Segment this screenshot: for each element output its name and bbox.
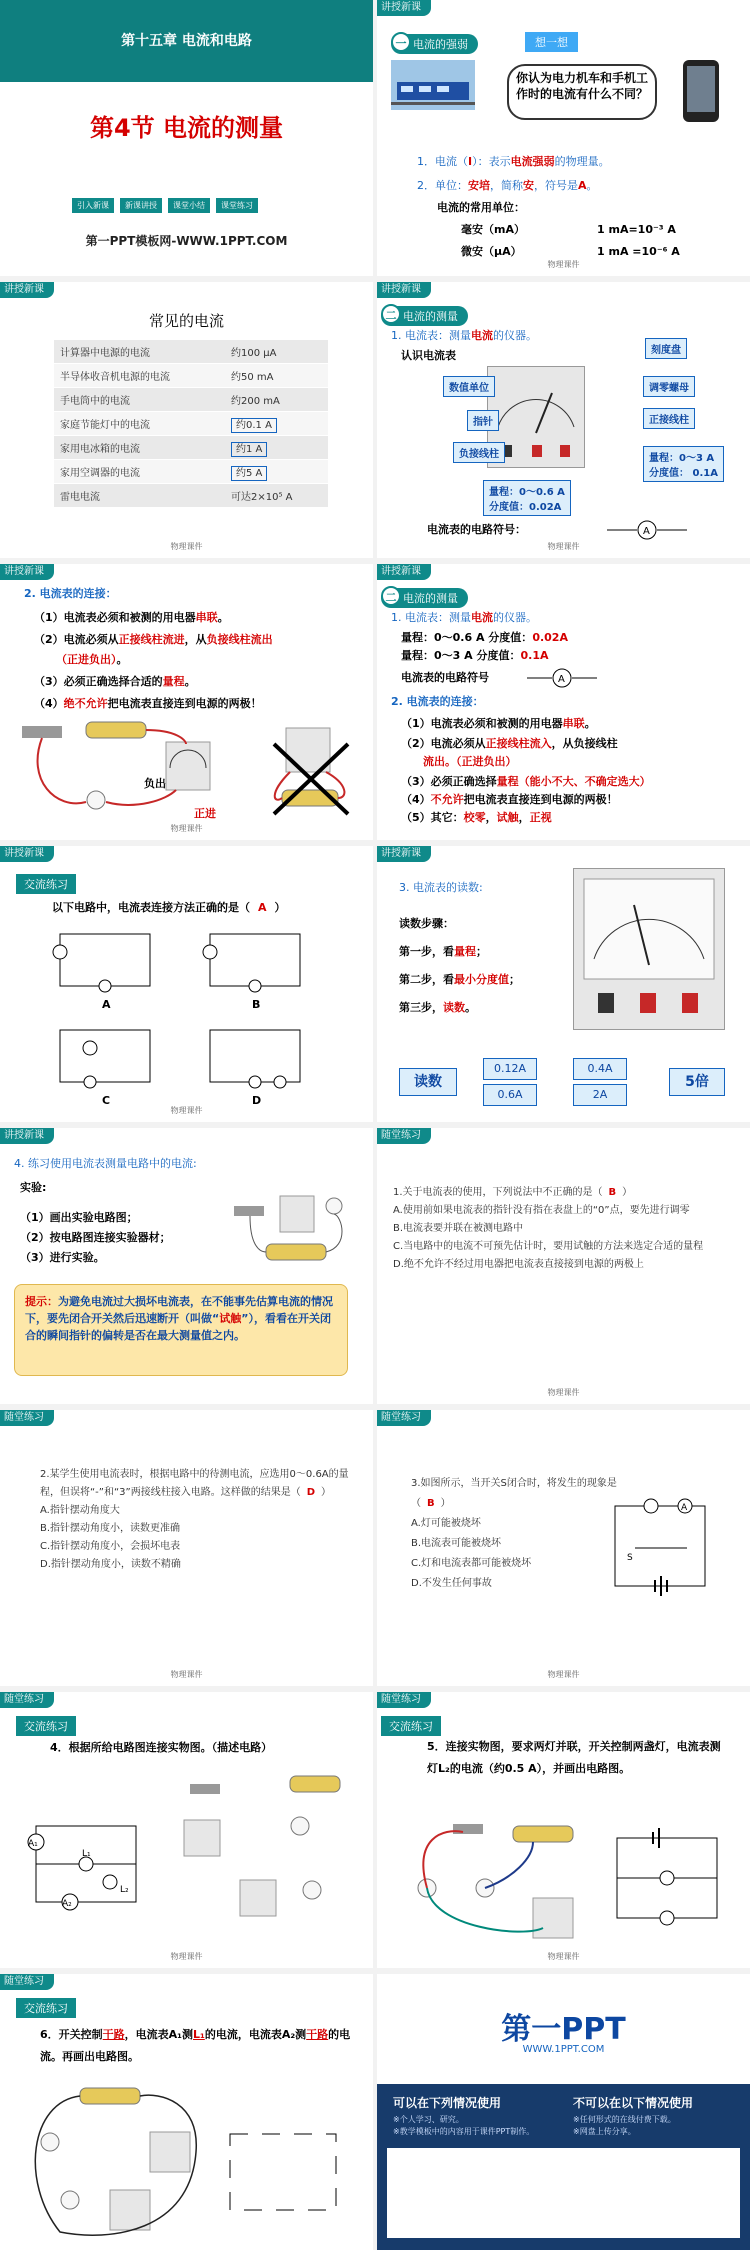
practice-label: 交流练习 [16, 1998, 76, 2018]
def-current: 1．电流（I）：表示电流强弱的物理量。 [417, 155, 610, 168]
exp-step-3: （3）进行实验。 [20, 1251, 105, 1264]
range-3: 量程：0～3 A 分度值：0.1A [401, 649, 549, 662]
table-row: 半导体收音机电源的电流 约50 mA [54, 364, 328, 388]
rule-2b: 流出。（正进负出） [423, 755, 517, 768]
practice-label: 交流练习 [16, 1716, 76, 1736]
table-title: 常见的电流 [148, 312, 224, 330]
a2-label: A₂ [62, 1899, 72, 1909]
option-b-label: B [252, 998, 261, 1011]
a1-label: A₁ [28, 1839, 38, 1849]
can-use-list: ※个人学习、研究。 ※教学模板中的内容用于课件PPT制作。 [393, 2115, 535, 2136]
think-label: 想一想 [525, 32, 578, 52]
brand-logo: 第一PPT [501, 2012, 626, 2047]
callout-zero: 调零螺母 [643, 376, 695, 397]
wrong-connection-diagram [268, 724, 358, 820]
exercise-3 [411, 1474, 631, 1594]
exercise-2 [40, 1466, 350, 1574]
exercise-4-apparatus [180, 1770, 350, 1940]
def-unit: 2．单位：安培，简称安，符号是A。 [417, 179, 598, 192]
exp-step-2: （2）按电路图连接实验器材； [20, 1231, 171, 1244]
read-button[interactable]: 读数 [399, 1068, 457, 1096]
callout-pos: 正接线柱 [643, 408, 695, 429]
rule-2: （2）电流必须从正接线柱流入，从负接线柱 [401, 737, 618, 750]
license-panel [377, 2084, 750, 2250]
exercise-6-question: 6．开关控制干路，电流表A₁测L₁的电流，电流表A₂测干路的电流。再画出电路图。 [40, 2028, 351, 2063]
section-tag: 讲授新课 [0, 564, 54, 580]
slide-exercise-6 [0, 1974, 373, 2250]
rule-4: （4）不允许把电流表直接连到电源的两极！ [401, 793, 618, 806]
nav-summary[interactable]: 课堂小结 [168, 198, 210, 213]
slide-title [0, 0, 373, 276]
unit-ua-value: 1 mA =10⁻⁶ A [597, 245, 680, 258]
slide-reading [377, 846, 750, 1122]
svg-text:A: A [558, 674, 565, 685]
slide-exercise-2 [0, 1410, 373, 1686]
slide-exercise-4 [0, 1692, 373, 1968]
train-image [391, 60, 475, 110]
option-c: C.指针摆动角度小，会损坏电表 [40, 1541, 181, 1552]
section-tag: 讲授新课 [377, 0, 431, 16]
footer: 物理课件 [170, 824, 203, 833]
rule-3: （3）必须正确选择合适的量程。 [34, 675, 196, 688]
rule-2: （2）电流必须从正接线柱流进，从负接线柱流出 [34, 633, 273, 646]
rule-4: （4）绝不允许把电流表直接连到电源的两极！ [34, 697, 262, 710]
section-tag: 随堂练习 [377, 1128, 431, 1144]
nav-practice[interactable]: 课堂练习 [216, 198, 258, 213]
pos-in-label: 正进 [194, 807, 216, 820]
l2-label: L₂ [120, 1885, 129, 1895]
slide-current-strength [377, 0, 750, 276]
section-tag: 讲授新课 [377, 282, 431, 298]
slide-connection [0, 564, 373, 840]
footer: 物理课件 [170, 1670, 203, 1679]
section-tag: 讲授新课 [0, 846, 54, 862]
slide-experiment [0, 1128, 373, 1404]
table-row: 计算器中电源的电流 约100 μA [54, 340, 328, 364]
reading-steps: 读数步骤： [399, 917, 454, 930]
option-d: D.指针摆动角度小，读数不精确 [40, 1559, 181, 1570]
step-1: 第一步，看量程； [399, 945, 487, 958]
experiment-apparatus [230, 1176, 360, 1266]
common-units: 电流的常用单位： [437, 201, 525, 214]
lesson-title: 第4节 电流的测量 [89, 114, 284, 142]
question: 3.如图所示，当开关S闭合时，将发生的现象是（ B ） [411, 1478, 617, 1509]
cannot-use-title: 不可以在以下情况使用 [573, 2096, 694, 2110]
rule-3: （3）必须正确选择量程（能小不大、不确定选大） [401, 775, 651, 788]
slide-exercise-1 [377, 1128, 750, 1404]
switch-label: S [627, 1553, 633, 1563]
exercise-5-circuit [603, 1828, 733, 1938]
exercise-6-circuit-blank [220, 2124, 350, 2224]
connection-title: 2. 电流表的连接： [24, 587, 117, 600]
ammeter-label: A [681, 1503, 688, 1513]
slide-license [377, 1974, 750, 2250]
nav-lesson[interactable]: 新课讲授 [120, 198, 162, 213]
callout-pointer: 指针 [467, 410, 499, 431]
callout-scale: 刻度盘 [645, 338, 687, 359]
option-d: D.不发生任何事故 [411, 1578, 492, 1589]
callout-neg: 负接线柱 [453, 442, 505, 463]
question-bubble: 你认为电力机车和手机工作时的电流有什么不同？ [507, 64, 657, 120]
exercise-6-wiring [20, 2082, 210, 2242]
experiment-label: 实验: [20, 1181, 47, 1194]
footer: 物理课件 [170, 1106, 203, 1115]
ammeter-symbol [527, 668, 597, 688]
exercise-1 [393, 1184, 733, 1274]
footer: 物理课件 [547, 1670, 580, 1679]
exercise-5-question: 5．连接实物图，要求两灯并联，开关控制两盏灯，电流表测灯L₂的电流（约0.5 A），并画出电路图。 [427, 1740, 721, 1775]
exercise-5-wiring [403, 1818, 593, 1948]
badge-number: 一 [391, 32, 411, 52]
callout-unit: 数值单位 [443, 376, 495, 397]
connection-title: 2. 电流表的连接： [391, 695, 484, 708]
experiment-title: 4. 练习使用电流表测量电路中的电流: [14, 1157, 197, 1170]
topic-badge [391, 34, 478, 54]
section-tag: 随堂练习 [0, 1692, 54, 1708]
option-d: D.绝不允许不经过用电器把电流表直接接到电源的两极上 [393, 1259, 644, 1270]
quiz-question: 以下电路中，电流表连接方法正确的是（ A ） [52, 901, 286, 914]
ratio-label: 5倍 [669, 1068, 725, 1096]
ammeter-def: 1. 电流表：测量电流的仪器。 [391, 611, 537, 624]
slide-ammeter-parts [377, 282, 750, 558]
footer: 物理课件 [547, 1388, 580, 1397]
section-tag: 讲授新课 [377, 564, 431, 580]
connection-diagram [16, 720, 226, 820]
nav-intro[interactable]: 引入新课 [72, 198, 114, 213]
range-06: 量程：0～0.6 A 分度值：0.02A [401, 631, 568, 644]
topic-badge: 二 电流的测量 [381, 306, 468, 326]
exp-step-1: （1）画出实验电路图； [20, 1211, 138, 1224]
unit-ma-value: 1 mA=10⁻³ A [597, 223, 676, 236]
option-d-label: D [252, 1094, 262, 1107]
topic-badge: 二 电流的测量 [381, 588, 468, 608]
option-a: A.指针摆动角度大 [40, 1505, 120, 1516]
option-b: B.电流表可能被烧坏 [411, 1538, 502, 1549]
option-a: A.使用前如果电流表的指针没有指在表盘上的“0”点，要先进行调零 [393, 1205, 690, 1216]
circuit-options [50, 928, 330, 1107]
rule-2b: （正进负出）。 [56, 653, 128, 666]
section-tag: 讲授新课 [0, 282, 54, 298]
tip-box: 提示：为避免电流过大损坏电流表，在不能事先估算电流的情况下，要先闭合开关然后迅速断开（叫做“试触”），看看在开关闭合的瞬间指针的偏转是否在最大测量值之内。 [14, 1284, 348, 1376]
table-row: 家庭节能灯中的电流 约0.1 A [54, 412, 328, 436]
phone-image [683, 60, 719, 122]
section-tag: 随堂练习 [0, 1974, 54, 1990]
question: 1.关于电流表的使用，下列说法中不正确的是（ B ） [393, 1187, 633, 1198]
slide-common-currents [0, 282, 373, 558]
value-06a: 0.6A [483, 1084, 537, 1106]
step-2: 第二步，看最小分度值； [399, 973, 520, 986]
practice-label: 交流练习 [381, 1716, 441, 1736]
step-3: 第三步，读数。 [399, 1001, 476, 1014]
section-tag: 随堂练习 [377, 1692, 431, 1708]
nav-bar [72, 198, 258, 213]
range-06a: 量程：0～0.6 A 分度值：0.02A [483, 480, 571, 516]
value-012a: 0.12A [483, 1058, 537, 1080]
option-b: B.指针摆动角度小，读数更准确 [40, 1523, 181, 1534]
option-a: A.灯可能被烧坏 [411, 1518, 481, 1529]
table-row: 手电筒中的电流 约200 mA [54, 388, 328, 412]
slide-ammeter-summary [377, 564, 750, 840]
neg-out-label: 负出 [144, 777, 166, 790]
option-c: C.灯和电流表都可能被烧坏 [411, 1558, 532, 1569]
footer: 物理课件 [170, 1952, 203, 1961]
range-3a: 量程：0～3 A 分度值： 0.1A [643, 446, 724, 482]
footer: 物理课件 [547, 1952, 580, 1961]
exercise-3-circuit [601, 1496, 721, 1606]
rule-5: （5）其它：校零，试触，正视 [401, 811, 552, 824]
know-ammeter: 认识电流表 [401, 349, 456, 362]
ammeter-def: 1. 电流表：测量电流的仪器。 [391, 329, 537, 342]
option-b: B.电流表要并联在被测电路中 [393, 1223, 524, 1234]
unit-ua: 微安（μA） [461, 245, 522, 258]
table-row: 家用电冰箱的电流 约1 A [54, 436, 328, 460]
reading-title: 3. 电流表的读数: [399, 881, 483, 894]
unit-ma: 毫安（mA） [461, 223, 525, 236]
option-c: C.当电路中的电流不可预先估计时，要用试触的方法来选定合适的量程 [393, 1241, 704, 1252]
section-tag: 讲授新课 [377, 846, 431, 862]
symbol-label: 电流表的电路符号 [401, 671, 489, 684]
value-2a: 2A [573, 1084, 627, 1106]
value-04a: 0.4A [573, 1058, 627, 1080]
ammeter-symbol [607, 520, 687, 540]
table-row: 家用空调器的电流 约5 A [54, 460, 328, 484]
rule-1: （1）电流表必须和被测的用电器串联。 [34, 611, 229, 624]
link-list [387, 2148, 740, 2238]
slide-exercise-3 [377, 1410, 750, 1686]
exercise-4-question: 4．根据所给电路图连接实物图。（描述电路） [50, 1741, 273, 1754]
option-a-label: A [102, 998, 111, 1011]
option-c-label: C [102, 1094, 111, 1107]
site-label: 第一PPT模板网-WWW.1PPT.COM [85, 234, 288, 248]
svg-text:A: A [643, 526, 650, 537]
ammeter-image [573, 868, 725, 1030]
badge-text: 电流的强弱 [413, 38, 468, 51]
exercise-4-circuit [20, 1812, 150, 1922]
brand-url[interactable]: WWW.1PPT.COM [522, 2044, 605, 2055]
chapter-label: 第十五章 电流和电路 [121, 33, 252, 49]
footer: 物理课件 [170, 542, 203, 551]
rule-1: （1）电流表必须和被测的用电器串联。 [401, 717, 596, 730]
l1-label: L₁ [82, 1849, 91, 1859]
slide-quiz-circuits [0, 846, 373, 1122]
slide-exercise-5 [377, 1692, 750, 1968]
section-tag: 随堂练习 [0, 1410, 54, 1426]
section-tag: 讲授新课 [0, 1128, 54, 1144]
section-tag: 随堂练习 [377, 1410, 431, 1426]
cannot-use-list: ※任何形式的在线付费下载。 ※网盘上传分享。 [573, 2115, 676, 2136]
practice-label: 交流练习 [16, 874, 76, 894]
title-header [0, 0, 373, 82]
question: 2.某学生使用电流表时，根据电路中的待测电流，应选用0～0.6A的量程，但误将“-”和“3”两接线柱接入电路。这样做的结果是（ D ） [40, 1469, 349, 1498]
footer: 物理课件 [547, 260, 580, 269]
can-use-title: 可以在下列情况使用 [393, 2096, 502, 2110]
currents-table [54, 340, 328, 508]
footer: 物理课件 [547, 542, 580, 551]
symbol-label: 电流表的电路符号： [427, 523, 526, 536]
table-row: 雷电电流 可达2×10⁵ A [54, 484, 328, 508]
